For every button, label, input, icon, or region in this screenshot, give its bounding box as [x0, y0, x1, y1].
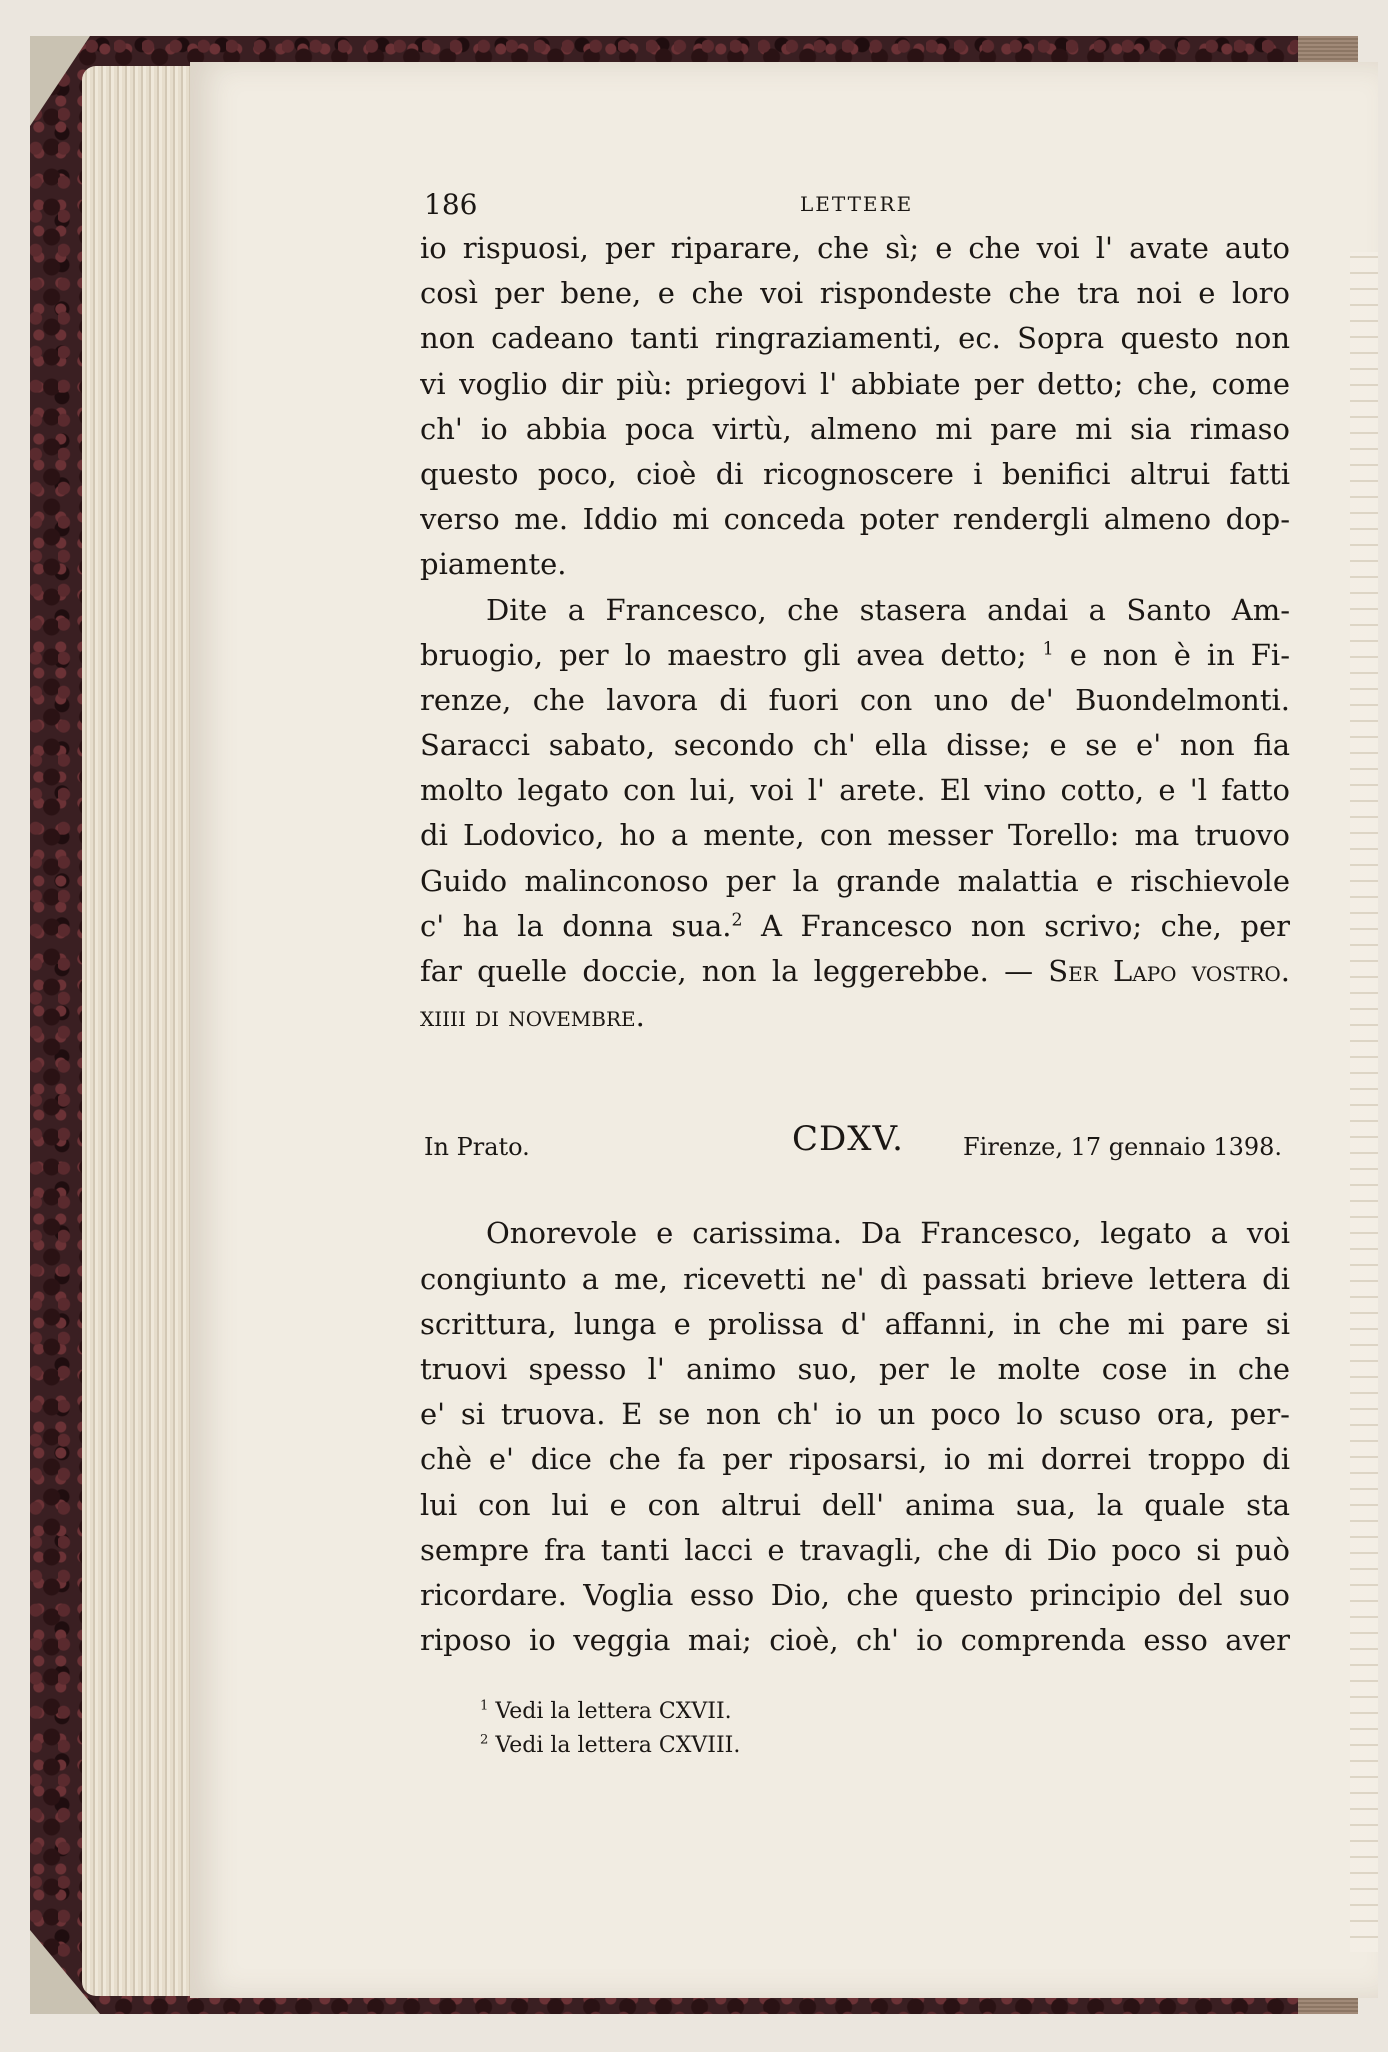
signature: Ser Lapo vostro. [1048, 954, 1290, 988]
date-line: xiiii di novembre. [420, 999, 645, 1034]
footnote [480, 1729, 1290, 1763]
text-line: Onorevole e carissima. Da Francesco, legato a voi [486, 1216, 1290, 1251]
text-line: renze, che lavora di fuori con uno de' Buondelmonti. [420, 682, 1290, 717]
text-segment: far quelle doccie, non la leggerebbe. — [420, 954, 1049, 988]
text-line: Dite a Francesco, che stasera andai a Santo Am- [486, 592, 1290, 627]
text-line: questo poco, cioè di ricognoscere i benifici altrui fatti [420, 456, 1290, 491]
running-head [420, 186, 1290, 226]
text-line: vi voglio dir più: priegovi l' abbiate per detto; che, come [420, 366, 1290, 401]
text-line: e' si truova. E se non ch' io un poco lo scuso ora, per- [420, 1397, 1290, 1432]
text-line: lui con lui e con altrui dell' anima sua, la quale sta [420, 1487, 1290, 1522]
text-line: ricordare. Voglia esso Dio, che questo principio del suo [420, 1577, 1290, 1612]
text-block [420, 186, 1290, 1763]
text-line: di Lodovico, ho a mente, con messer Torello: ma truovo [420, 818, 1290, 853]
text-line: congiunto a me, ricevetti ne' dì passati brieve lettera di [420, 1261, 1290, 1296]
footnote-text: Vedi la lettera CXVII. [495, 1699, 732, 1725]
page-number: 186 [424, 188, 478, 221]
footnote-ref: 1 [1042, 639, 1054, 660]
footnotes [480, 1695, 1290, 1763]
second-paragraph [420, 588, 1290, 1040]
text-line: verso me. Iddio mi conceda poter rendergli almeno dop- [420, 502, 1290, 537]
text-line [420, 904, 1290, 949]
text-line: sempre fra tanti lacci e travagli, che di Dio poco si può [420, 1532, 1290, 1567]
text-line: molto legato con lui, voi l' arete. El vino cotto, e 'l fatto [420, 773, 1290, 808]
first-letter-continuation [420, 226, 1290, 588]
text-line [420, 949, 1290, 994]
footnote-ref: 2 [731, 910, 743, 931]
second-letter-body [420, 1211, 1290, 1663]
text-segment: bruogio, per lo maestro gli avea detto; [420, 637, 1027, 672]
footnote-mark: 2 [480, 1732, 489, 1748]
letter-place-date: Firenze, 17 gennaio 1398. [963, 1133, 1282, 1162]
page-fore-edge [1350, 252, 1378, 1952]
text-line: scrittura, lunga e prolissa d' affanni, in che mi pare si [420, 1306, 1290, 1341]
footnote-mark: 1 [480, 1698, 489, 1714]
text-line: non cadeano tanti ringraziamenti, ec. Sopra questo non [420, 321, 1290, 356]
text-line: chè e' dice che fa per riposarsi, io mi dorrei troppo di [420, 1442, 1290, 1477]
text-line: Saracci sabato, secondo ch' ella disse; e se e' non fia [420, 728, 1290, 763]
text-line: così per bene, e che voi rispondeste che tra noi e loro [420, 276, 1290, 311]
letter-number: CDXV. [792, 1119, 904, 1160]
text-line: riposo io veggia mai; cioè, ch' io comprenda esso aver [420, 1623, 1290, 1658]
text-line: truovi spesso l' animo suo, per le molte cose in che [420, 1351, 1290, 1386]
text-line: io rispuosi, per riparare, che sì; e che voi l' avate auto [420, 231, 1290, 265]
text-segment: c' ha la donna sua. [420, 908, 732, 943]
footnote-text: Vedi la lettera CXVIII. [495, 1733, 741, 1759]
running-title: LETTERE [800, 192, 914, 216]
letter-header [420, 1109, 1290, 1169]
text-segment: e non è in Fi- [1069, 637, 1290, 672]
text-line [420, 633, 1290, 678]
addressee: In Prato. [424, 1133, 530, 1162]
footnote [480, 1695, 1290, 1729]
text-line: Guido malinconoso per la grande malattia e rischievole [420, 863, 1290, 898]
text-segment: A Francesco non scrivo; che, per [761, 908, 1290, 943]
text-line: ch' io abbia poca virtù, almeno mi pare mi sia rimaso [420, 411, 1290, 446]
text-line: piamente. [420, 547, 567, 582]
